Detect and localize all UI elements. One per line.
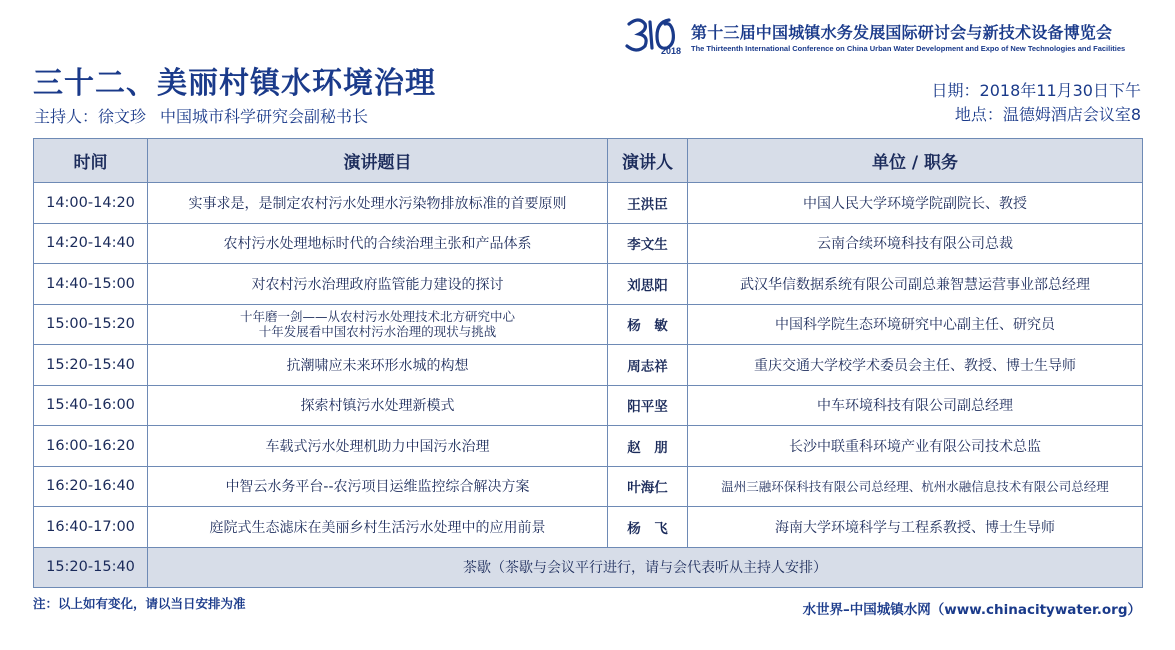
svg-text:2018: 2018: [661, 46, 682, 56]
row-org: 武汉华信数据系统有限公司副总兼智慧运营事业部总经理: [688, 264, 1143, 305]
row-org: 中国科学院生态环境研究中心副主任、研究员: [688, 304, 1143, 345]
row-topic: 实事求是，是制定农村污水处理水污染物排放标准的首要原则: [148, 183, 608, 224]
row-org: 中国人民大学环境学院副院长、教授: [688, 183, 1143, 224]
row-time: 15:20-15:40: [34, 345, 148, 386]
row-topic: 探索村镇污水处理新模式: [148, 385, 608, 426]
tea-break-row: [34, 547, 1143, 588]
table-row: [34, 385, 1143, 426]
schedule-footnote: 注：以上如有变化，请以当日安排为准: [33, 596, 246, 611]
header-topic: 演讲题目: [148, 139, 608, 183]
table-row: [34, 183, 1143, 224]
row-org: 温州三融环保科技有限公司总经理、杭州水融信息技术有限公司总经理: [688, 466, 1143, 507]
row-speaker: 王洪臣: [608, 183, 688, 224]
host-line: [34, 104, 368, 127]
table-row: [34, 426, 1143, 467]
schedule-table: [33, 138, 1143, 588]
row-speaker: 刘思阳: [608, 264, 688, 305]
row-time: 14:00-14:20: [34, 183, 148, 224]
row-time: 16:20-16:40: [34, 466, 148, 507]
row-topic: 车载式污水处理机助力中国污水治理: [148, 426, 608, 467]
conference-logo-icon: [625, 14, 685, 56]
row-topic-line: 十年磨一剑——从农村污水处理技术北方研究中心: [239, 309, 515, 325]
row-topic: 庭院式生态滤床在美丽乡村生活污水处理中的应用前景: [148, 507, 608, 548]
row-speaker: 李文生: [608, 223, 688, 264]
table-row: [34, 507, 1143, 548]
break-text: 茶歇（茶歇与会议平行进行，请与会代表听从主持人安排）: [148, 547, 1143, 588]
header-time: 时间: [34, 139, 148, 183]
row-speaker: 杨 敏: [608, 304, 688, 345]
host-name: 主持人：徐文珍: [34, 107, 147, 126]
row-time: 14:20-14:40: [34, 223, 148, 264]
row-topic: 抗潮啸应未来环形水城的构想: [148, 345, 608, 386]
table-row: [34, 345, 1143, 386]
header-org: 单位 / 职务: [688, 139, 1143, 183]
row-time: 16:40-17:00: [34, 507, 148, 548]
row-speaker: 阳平坚: [608, 385, 688, 426]
row-time: 16:00-16:20: [34, 426, 148, 467]
table-row: [34, 264, 1143, 305]
row-time: 15:40-16:00: [34, 385, 148, 426]
row-org: 长沙中联重科环境产业有限公司技术总监: [688, 426, 1143, 467]
session-title: 三十二、美丽村镇水环境治理: [33, 66, 436, 101]
session-place: 地点：温德姆酒店会议室8: [954, 105, 1141, 124]
header-speaker: 演讲人: [608, 139, 688, 183]
row-speaker: 赵 朋: [608, 426, 688, 467]
site-credit: 水世界–中国城镇水网（www.chinacitywater.org）: [802, 602, 1141, 618]
table-row: [34, 304, 1143, 345]
row-org: 重庆交通大学校学术委员会主任、教授、博士生导师: [688, 345, 1143, 386]
row-topic: 中智云水务平台--农污项目运维监控综合解决方案: [148, 466, 608, 507]
row-topic-line: 十年发展看中国农村污水治理的现状与挑战: [258, 324, 497, 340]
row-time: 14:40-15:00: [34, 264, 148, 305]
row-org: 海南大学环境科学与工程系教授、博士生导师: [688, 507, 1143, 548]
row-topic: 对农村污水治理政府监管能力建设的探讨: [148, 264, 608, 305]
row-topic: 农村污水处理地标时代的合续治理主张和产品体系: [148, 223, 608, 264]
row-speaker: 周志祥: [608, 345, 688, 386]
row-topic: [148, 304, 608, 345]
row-speaker: 杨 飞: [608, 507, 688, 548]
conference-brand: [625, 14, 1145, 58]
conference-title-cn: 第十三届中国城镇水务发展国际研讨会与新技术设备博览会: [691, 23, 1113, 42]
table-row: [34, 466, 1143, 507]
table-header-row: [34, 139, 1143, 183]
break-time: 15:20-15:40: [34, 547, 148, 588]
row-org: 中车环境科技有限公司副总经理: [688, 385, 1143, 426]
table-row: [34, 223, 1143, 264]
row-speaker: 叶海仁: [608, 466, 688, 507]
row-time: 15:00-15:20: [34, 304, 148, 345]
conference-title-en: The Thirteenth International Conference on China Urban Water Development and Expo of New Technologies and Facilities: [691, 44, 1126, 53]
session-date: 日期：2018年11月30日下午: [931, 81, 1141, 100]
host-title: 中国城市科学研究会副秘书长: [160, 107, 369, 126]
row-org: 云南合续环境科技有限公司总裁: [688, 223, 1143, 264]
